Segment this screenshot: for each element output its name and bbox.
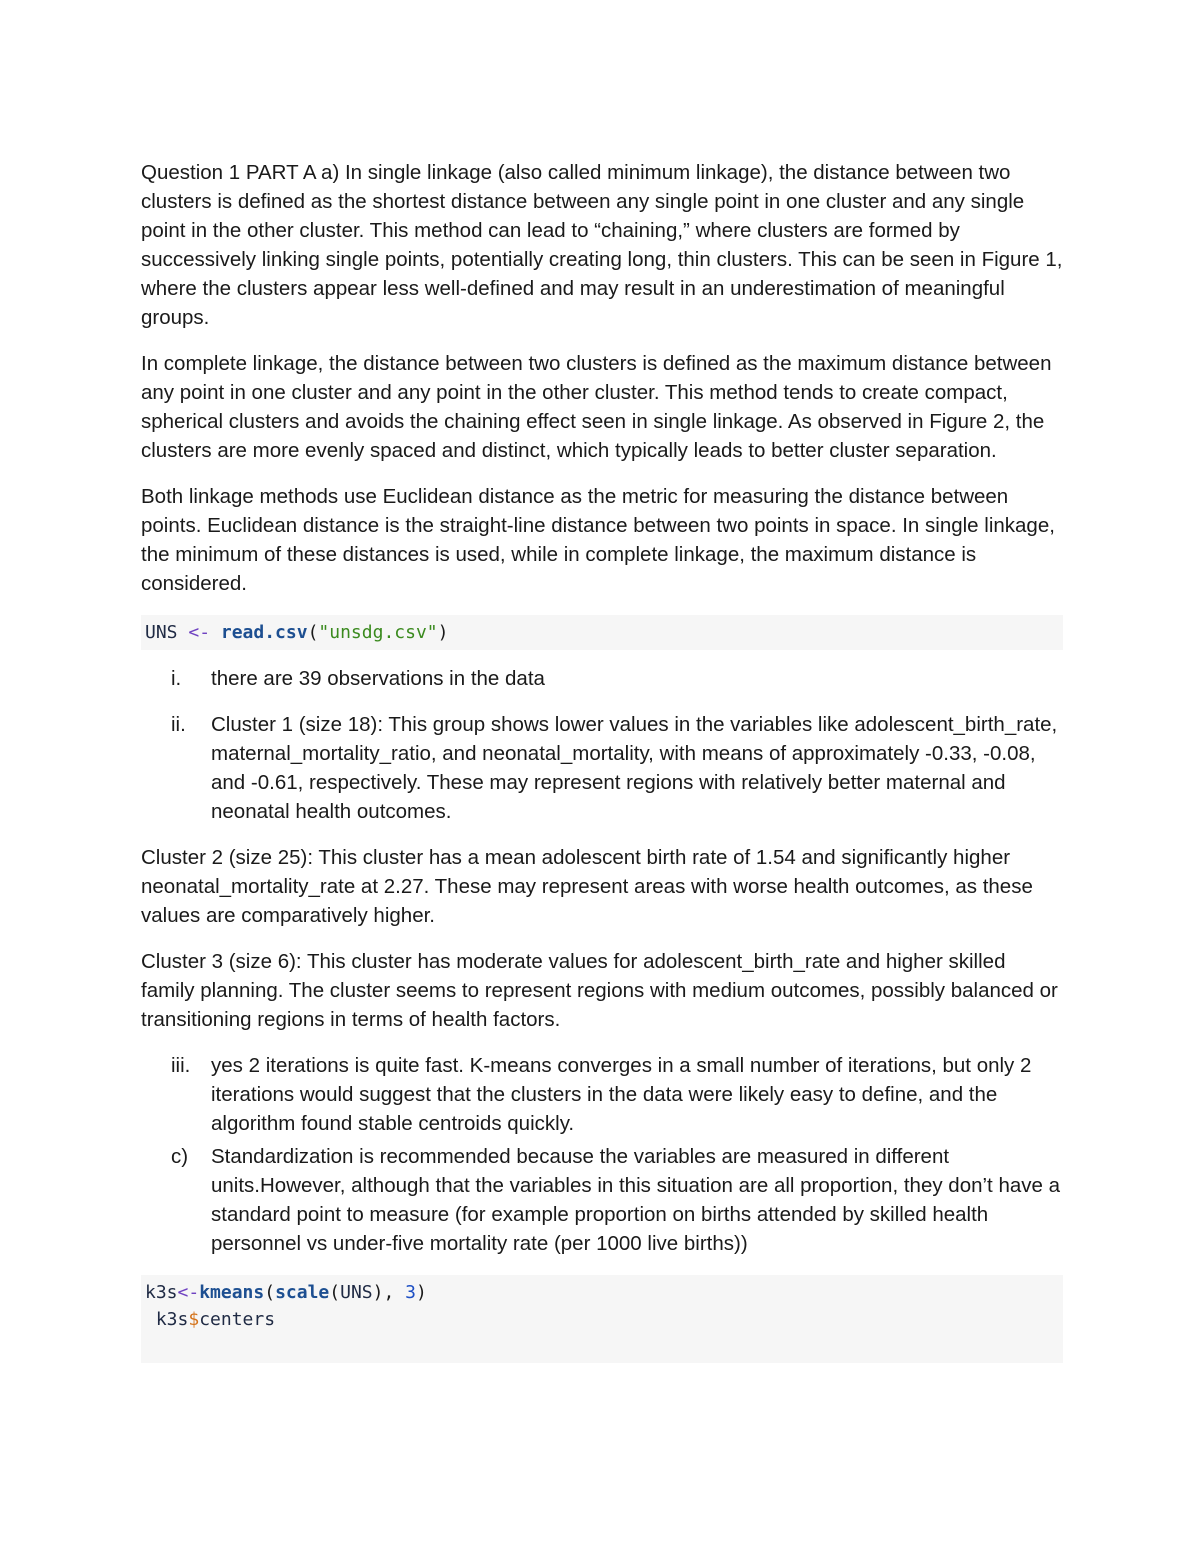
code-token-assign: <-: [177, 622, 221, 643]
list-item-ii: [141, 710, 1063, 826]
list-marker: c): [171, 1145, 189, 1168]
code-token-indent: [145, 1309, 156, 1330]
list-marker: iii.: [171, 1054, 191, 1077]
paragraph-single-linkage: Question 1 PART A a) In single linkage (also called minimum linkage), the distance between two clusters is defined as the shortest distance between any single point in one cluster and any single point in the other cluster. This method can lead to “chaining,” where clusters are formed by successively linking single points, potentially creating long, thin clusters. This can be seen in Figure 1, where the clusters appear less well-defined and may result in an underestimation of meaningful groups.: [141, 161, 1063, 329]
list-item-text: yes 2 iterations is quite fast. K-means converges in a small number of iterations, but only 2 iterations would suggest that the clusters in the data were likely easy to define, and the algorithm found stable centroids quickly.: [211, 1054, 1032, 1135]
code-token-field: centers: [199, 1309, 276, 1330]
list-item-iii: [141, 1051, 1063, 1138]
paragraph-cluster-3: Cluster 3 (size 6): This cluster has moderate values for adolescent_birth_rate and higher skilled family planning. The cluster seems to represent regions with medium outcomes, possibly balanced or transitioning regions in terms of health factors.: [141, 950, 1058, 1031]
code-token-paren-open: (: [307, 622, 319, 643]
list-item-i: [141, 664, 1063, 693]
list-item-c: [141, 1142, 1063, 1258]
list-item-text: there are 39 observations in the data: [211, 667, 545, 690]
code-token-function: kmeans: [199, 1282, 265, 1303]
code-token-var: UNS: [145, 622, 178, 643]
code-token-assign: <-: [177, 1282, 200, 1303]
code-token-number: 3: [405, 1282, 416, 1303]
list-marker: ii.: [171, 713, 186, 736]
list-item-text: Cluster 1 (size 18): This group shows lower values in the variables like adolescent_birth_rate, maternal_mortality_ratio, and neonatal_mortality, with means of approximately -0.33, -0.08, and -0.61, respectively. These may represent regions with relatively better maternal and neonatal health outcomes.: [211, 713, 1058, 823]
paragraph-euclidean-distance: Both linkage methods use Euclidean distance as the metric for measuring the distance between points. Euclidean distance is the straight-line distance between two points in space. In single linkage, the minimum of these distances is used, while in complete linkage, the maximum distance is considered.: [141, 485, 1055, 595]
code-token-paren-close: ): [437, 622, 449, 643]
code-token-paren-open: (: [264, 1282, 276, 1303]
code-token-var: k3s: [145, 1282, 178, 1303]
list-marker: i.: [171, 667, 182, 690]
code-token-paren-close: ): [415, 1282, 427, 1303]
code-token-paren-open: (: [329, 1282, 341, 1303]
code-block-kmeans: [141, 1275, 1063, 1363]
code-token-dollar: $: [188, 1309, 200, 1330]
code-token-function: scale: [275, 1282, 330, 1303]
code-block-read-csv: [141, 615, 1063, 650]
code-token-arg: UNS: [340, 1282, 373, 1303]
list-item-text: Standardization is recommended because the variables are measured in different units.However, although that the variables in this situation are all proportion, they don’t have a standard point to measure (for example proportion on births attended by skilled health personnel vs under-five mortality rate (per 1000 live births)): [211, 1145, 1060, 1255]
document-page: [141, 158, 1063, 1377]
code-token-var: k3s: [155, 1309, 189, 1330]
code-token-string: "unsdg.csv": [318, 622, 438, 643]
code-token-function: read.csv: [220, 622, 308, 643]
paragraph-complete-linkage: In complete linkage, the distance between two clusters is defined as the maximum distance between any point in one cluster and any point in the other cluster. This method tends to create compact, spherical clusters and avoids the chaining effect seen in single linkage. As observed in Figure 2, the clusters are more evenly spaced and distinct, which typically leads to better cluster separation.: [141, 352, 1052, 462]
code-token-paren-close: ),: [372, 1282, 406, 1303]
paragraph-cluster-2: Cluster 2 (size 25): This cluster has a mean adolescent birth rate of 1.54 and significantly higher neonatal_mortality_rate at 2.27. These may represent areas with worse health outcomes, as these values are comparatively higher.: [141, 846, 1033, 927]
